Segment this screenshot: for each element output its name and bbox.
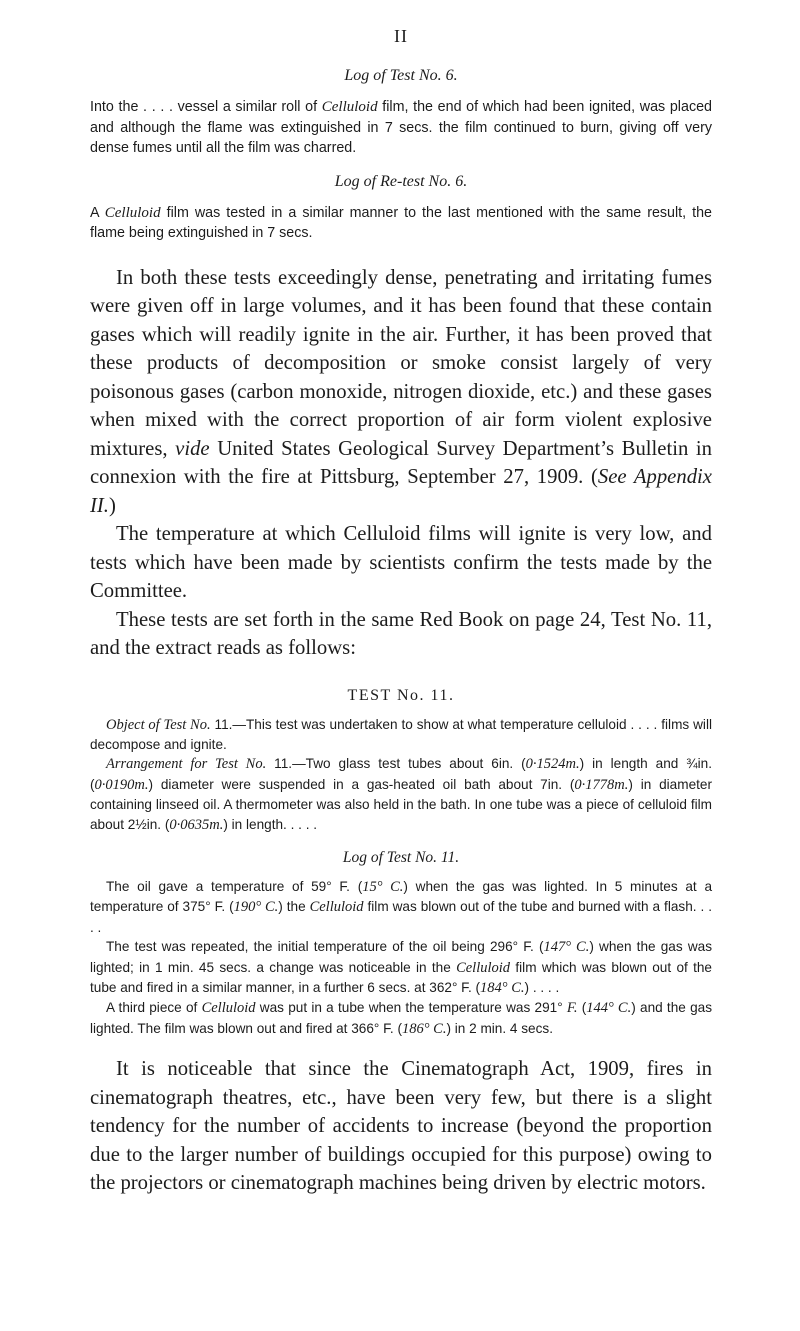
- paragraph-fumes: In both these tests exceedingly dense, penetrating and irritating fumes were given off in large volumes, and it has been found that these contain gases which will readily ignite in the air. Further, it has been proved that these products of decomposition or smoke consist largely of very poisonous gases (carbon monoxide, nitrogen dioxide, etc.) and these gases when mixed with the correct proportion of air form violent explosive mixtures, vide United States Geological Survey Department’s Bulletin in connexion with the fire at Pittsburg, September 27, 1909. (See Appendix II.): [90, 266, 712, 517]
- log-test-6-body: Into the . . . . vessel a similar roll of Celluloid film, the end of which had been ignited, was placed and although the flame was extinguished in 7 secs. the film continued to burn, giving off very dense fumes until all the film was charred.: [90, 99, 712, 156]
- paragraph-cinematograph-act: It is noticeable that since the Cinematograph Act, 1909, fires in cinematograph theatres, etc., have been very few, but there is a slight tendency for the number of accidents to increase (beyond the proportion due to the larger number of buildings occupied for this purpose) owing to the projectors or cinematograph machines being driven by electric motors.: [90, 1058, 712, 1195]
- test-11-arrangement: Arrangement for Test No. 11.—Two glass test tubes about 6in. (0·1524m.) in length and ¾in. (0·0190m.) diameter were suspended in a gas-heated oil bath about 7in. (0·1778m.) in diameter containing linseed oil. A thermometer was also held in the bath. In one tube was a piece of celluloid film about 2½in. (0·0635m.) in length. . . . .: [90, 756, 712, 833]
- log-test-11-second-run: The test was repeated, the initial temperature of the oil being 296° F. (147° C.) when the gas was lighted; in 1 min. 45 secs. a change was noticeable in the Celluloid film which was blown out of the tube and fired in a similar manner, in a further 6 secs. at 362° F. (184° C.) . . . .: [90, 939, 712, 996]
- test-11-object: Object of Test No. 11.—This test was undertaken to show at what temperature celluloid . . . . films will decompose and ignite.: [90, 716, 712, 752]
- log-test-11-third-run: A third piece of Celluloid was put in a tube when the temperature was 291° F. (144° C.) and the gas lighted. The film was blown out and fired at 366° F. (186° C.) in 2 min. 4 secs.: [90, 1000, 712, 1037]
- paragraph-ignition-temperature: The temperature at which Celluloid films will ignite is very low, and tests which have been made by scientists confirm the tests made by the Committee.: [90, 523, 712, 602]
- log-test-6-heading: Log of Test No. 6.: [344, 67, 458, 84]
- log-retest-6-heading: Log of Re-test No. 6.: [334, 172, 468, 190]
- test-11-title: TEST No. 11.: [347, 686, 455, 704]
- document-page: [90, 26, 712, 1198]
- page-number: II: [394, 26, 408, 46]
- log-test-11-heading: Log of Test No. 11.: [342, 848, 460, 866]
- paragraph-red-book: These tests are set forth in the same Red Book on page 24, Test No. 11, and the extract reads as follows:: [90, 608, 712, 659]
- log-test-11-first-run: The oil gave a temperature of 59° F. (15° C.) when the gas was lighted. In 5 minutes at a temperature of 375° F. (190° C.) the Celluloid film was blown out of the tube and burned with a flash. . . . .: [90, 878, 713, 935]
- log-retest-6-body: A Celluloid film was tested in a similar manner to the last mentioned with the same result, the flame being extinguished in 7 secs.: [90, 204, 712, 241]
